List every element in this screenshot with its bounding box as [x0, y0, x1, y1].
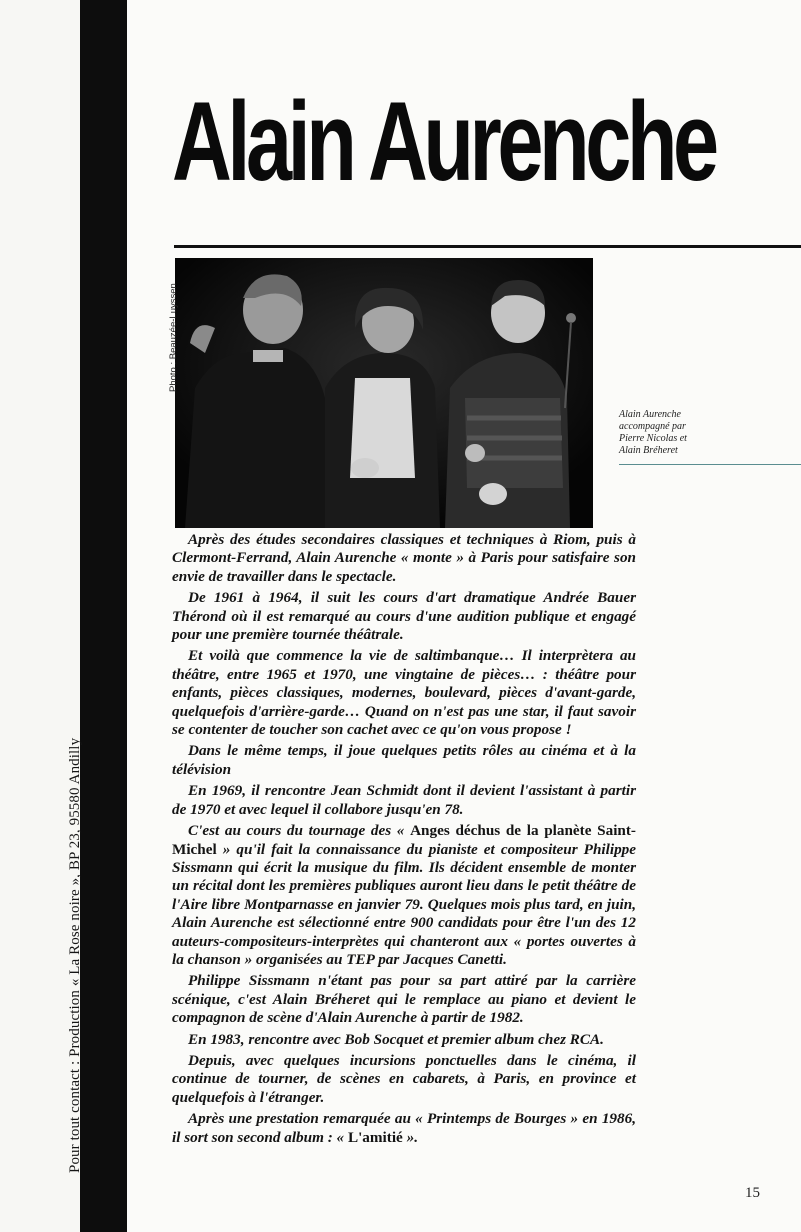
paragraph-text: ». — [402, 1128, 418, 1146]
concert-photo — [175, 258, 593, 528]
paragraph: Philippe Sissmann n'étant pas pour sa part attiré par la carrière scénique, c'est Alain Bréheret qui le remplace au piano et devient le compagnon de scène d'Alain Aurenche à partir de 1982. — [172, 972, 636, 1027]
caption-line: accompagné par — [619, 421, 686, 432]
article-body — [172, 531, 636, 1150]
paragraph: De 1961 à 1964, il suit les cours d'art dramatique Andrée Bauer Thérond où il est remarqué au cours d'une audition publique et engagé pour une première tournée théâtrale. — [172, 589, 636, 644]
caption-line: Alain Aurenche — [619, 409, 681, 420]
paragraph: Dans le même temps, il joue quelques petits rôles au cinéma et à la télévision — [172, 742, 636, 778]
black-spine-band — [80, 0, 127, 1232]
caption-line: Pierre Nicolas et — [619, 433, 687, 444]
paragraph — [172, 822, 636, 969]
paragraph — [172, 1110, 636, 1147]
contact-info: Pour tout contact : Production « La Rose noire », BP 23, 95580 Andilly — [67, 737, 83, 1173]
film-title: Anges déchus de la planète Saint-Michel — [172, 822, 636, 858]
photo-credit: Photo : Beauzée-Luyssen — [168, 283, 179, 392]
paragraph: En 1983, rencontre avec Bob Socquet et premier album chez RCA. — [188, 1030, 604, 1048]
page-title: Alain Aurenche — [172, 79, 715, 204]
photo-caption — [619, 409, 801, 457]
paragraph: Et voilà que commence la vie de saltimbanque… Il interprètera au théâtre, entre 1965 et 1970, une vingtaine de pièces… : théâtre pour enfants, pièces classiques, modernes, boulevard, pièces d'avant-garde, quelquefois d'arrière-garde… Quand on n'est pas une star, il faut savoir se contenter de toucher son cachet avec ce qu'on vous propose ! — [172, 647, 636, 739]
paragraph-text: » qu'il fait la connaissance du pianiste et compositeur Philippe Sissmann qui écrit la musique du film. Ils décident ensemble de monter un récital dont les premières publiques auront lieu dans le petit théâtre de l'Aire libre Montparnasse en janvier 79. Quelques mois plus tard, en juin, Alain Aurenche est sélectionné entre 900 candidats pour être l'un des 12 auteurs-compositeurs-interprètes qui chanteront aux « portes ouvertes à la chanson » organisées au TEP par Jacques Canetti. — [172, 840, 636, 968]
paragraph: Depuis, avec quelques incursions ponctuelles dans le cinéma, il continue de tourner, de scènes en cabarets, à Paris, en province et quelquefois à l'étranger. — [172, 1051, 636, 1106]
caption-underline — [619, 464, 801, 465]
title-underline — [174, 245, 801, 248]
paragraph-text: Après une prestation remarquée au « Printemps de Bourges » en 1986, il sort son second album : « — [172, 1110, 636, 1146]
paragraph-text: C'est au cours du tournage des « — [188, 822, 411, 840]
paragraph: Après des études secondaires classiques et techniques à Riom, puis à Clermont-Ferrand, Alain Aurenche « monte » à Paris pour satisfaire son envie de travailler dans le spectacle. — [172, 531, 636, 585]
album-title: L'amitié — [347, 1128, 403, 1146]
caption-line: Alain Bréheret — [619, 445, 678, 456]
page-number: 15 — [745, 1185, 760, 1201]
paragraph: En 1969, il rencontre Jean Schmidt dont il devient l'assistant à partir de 1970 et avec lequel il collabore jusqu'en 78. — [172, 782, 636, 818]
